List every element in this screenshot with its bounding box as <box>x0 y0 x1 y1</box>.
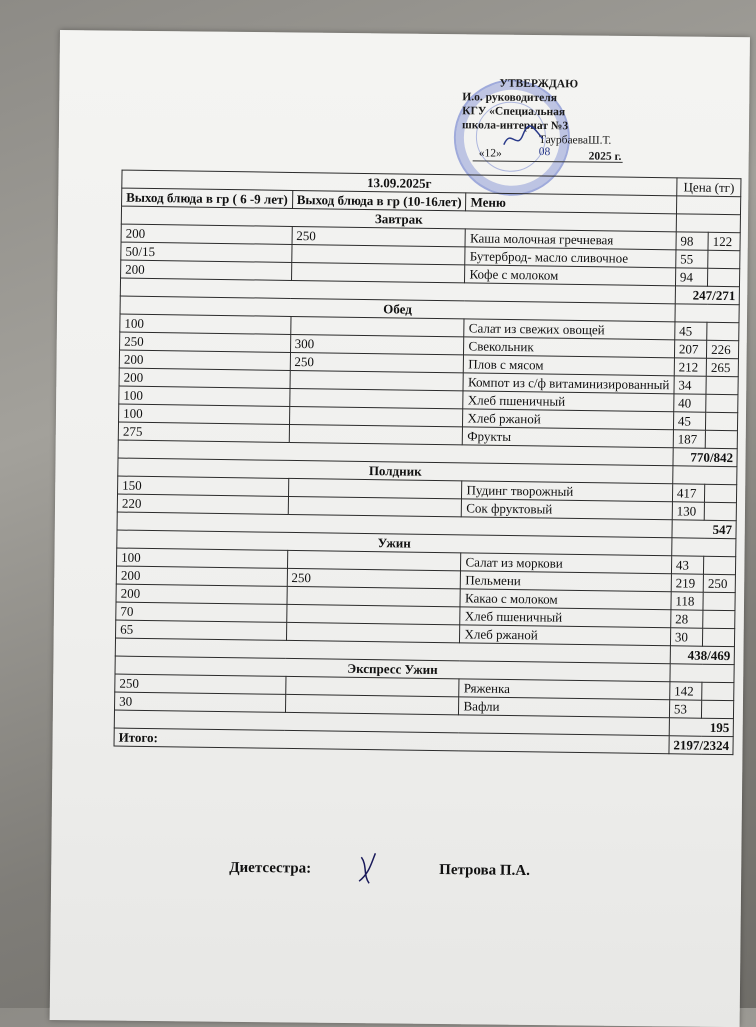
price-10-16 <box>708 268 741 286</box>
approval-title: УТВЕРЖДАЮ <box>499 77 579 91</box>
price-10-16 <box>703 592 736 610</box>
portion-10-16 <box>288 478 462 498</box>
dietitian-label: Диетсестра: <box>229 859 312 877</box>
portion-10-16 <box>285 694 459 714</box>
approval-day: «12» <box>478 147 502 160</box>
dish-name: Хлеб пшеничный <box>460 607 671 628</box>
dietitian-signature-icon <box>349 847 389 887</box>
portion-10-16 <box>287 586 461 606</box>
portion-6-9: 250 <box>120 332 291 352</box>
price-6-9: 142 <box>670 682 703 700</box>
dish-name: Салат из свежих овощей <box>464 319 675 340</box>
price-10-16 <box>706 376 739 394</box>
approval-signer: ТаурбаеваШ.Т. <box>538 134 612 147</box>
dish-name: Хлеб ржаной <box>463 409 674 430</box>
section-total: 770/842 <box>673 448 738 467</box>
portion-10-16 <box>289 388 463 408</box>
dish-name: Хлеб ржаной <box>460 625 671 646</box>
dish-name: Плов с мясом <box>464 355 675 376</box>
section-total: 547 <box>672 520 737 539</box>
price-10-16: 265 <box>706 358 739 376</box>
price-10-16 <box>704 556 737 574</box>
dish-name: Фрукты <box>463 427 674 448</box>
approval-signature-icon <box>499 123 549 154</box>
portion-6-9: 200 <box>116 566 287 586</box>
price-6-9: 55 <box>676 250 709 268</box>
price-10-16 <box>705 430 738 448</box>
portion-10-16 <box>287 550 461 570</box>
price-6-9: 94 <box>675 268 708 286</box>
dish-name: Компот из с/ф витаминизированный <box>463 373 674 394</box>
portion-10-16 <box>286 622 460 642</box>
section-total: 195 <box>669 718 734 737</box>
portion-10-16 <box>289 424 463 444</box>
approval-line-3: школа-интернат №3 <box>461 119 569 133</box>
portion-6-9: 250 <box>115 674 286 694</box>
portion-10-16 <box>290 316 464 336</box>
grand-total-label: Итого: <box>114 728 669 754</box>
price-10-16 <box>705 484 738 502</box>
dish-name: Каша молочная гречневая <box>465 229 676 250</box>
price-10-16: 226 <box>707 340 740 358</box>
dish-name: Какао с молоком <box>460 589 671 610</box>
menu-sheet <box>50 30 750 1027</box>
dish-name: Пудинг творожный <box>462 481 673 502</box>
portion-6-9: 200 <box>119 350 290 370</box>
price-10-16: 250 <box>703 574 736 592</box>
price-10-16 <box>704 502 737 520</box>
portion-10-16 <box>285 676 459 696</box>
portion-6-9: 200 <box>116 584 287 604</box>
price-6-9: 45 <box>673 412 706 430</box>
section-title: Полдник <box>118 458 673 484</box>
dietitian-name: Петрова П.А. <box>439 862 531 879</box>
portion-10-16: 300 <box>290 334 464 354</box>
price-6-9: 34 <box>674 376 707 394</box>
menu-date: 13.09.2025г <box>122 170 677 196</box>
portion-6-9: 150 <box>118 476 289 496</box>
portion-10-16: 250 <box>290 352 464 372</box>
price-6-9: 187 <box>673 430 706 448</box>
portion-10-16: 250 <box>287 568 461 588</box>
grand-total: 2197/2324 <box>669 736 734 755</box>
price-6-9: 28 <box>671 610 704 628</box>
price-6-9: 207 <box>674 340 707 358</box>
portion-10-16 <box>290 370 464 390</box>
portion-6-9: 100 <box>117 548 288 568</box>
dish-name: Вафли <box>459 697 670 718</box>
price-6-9: 30 <box>670 628 703 646</box>
section-total: 438/469 <box>670 646 735 665</box>
portion-6-9: 50/15 <box>121 242 292 262</box>
dish-name: Хлеб пшеничный <box>463 391 674 412</box>
portion-6-9: 220 <box>117 494 288 514</box>
portion-10-16: 250 <box>292 226 466 246</box>
portion-6-9: 200 <box>121 260 292 280</box>
portion-6-9: 200 <box>119 368 290 388</box>
portion-6-9: 275 <box>118 422 289 442</box>
price-6-9: 130 <box>672 502 705 520</box>
portion-6-9: 65 <box>116 620 287 640</box>
price-6-9: 118 <box>671 592 704 610</box>
price-10-16 <box>708 250 741 268</box>
portion-6-9: 100 <box>119 404 290 424</box>
section-title: Обед <box>120 296 675 322</box>
price-6-9: 43 <box>671 556 704 574</box>
portion-10-16-header: Выход блюда в гр (10-16лет) <box>292 190 466 210</box>
portion-6-9: 100 <box>120 314 291 334</box>
price-10-16 <box>703 628 736 646</box>
price-10-16 <box>702 682 735 700</box>
price-6-9: 417 <box>672 484 705 502</box>
approval-line-2: КГУ «Специальная <box>462 105 566 119</box>
portion-6-9: 70 <box>116 602 287 622</box>
approval-line-1: И.о. руководителя <box>462 91 558 105</box>
price-6-9: 212 <box>674 358 707 376</box>
price-header: Цена (тг) <box>677 178 742 197</box>
price-6-9: 40 <box>674 394 707 412</box>
price-10-16 <box>706 394 739 412</box>
price-10-16 <box>707 322 740 340</box>
price-6-9: 53 <box>669 700 702 718</box>
portion-6-9: 30 <box>115 692 286 712</box>
footer <box>229 859 531 879</box>
portion-10-16 <box>291 244 465 264</box>
section-title: Ужин <box>117 530 672 556</box>
price-10-16 <box>703 610 736 628</box>
dish-name: Салат из моркови <box>461 553 672 574</box>
price-6-9: 98 <box>676 232 709 250</box>
menu-header: Меню <box>466 193 677 214</box>
portion-6-9: 200 <box>121 224 292 244</box>
price-6-9: 45 <box>675 322 708 340</box>
approval-month: 08 <box>538 146 551 159</box>
portion-6-9-header: Выход блюда в гр ( 6 -9 лет) <box>122 188 293 208</box>
approval-block <box>458 76 699 189</box>
price-10-16: 122 <box>708 232 741 250</box>
dish-name: Ряженка <box>459 679 670 700</box>
portion-10-16 <box>286 604 460 624</box>
portion-10-16 <box>291 262 465 282</box>
approval-year: 2025 г. <box>588 150 622 163</box>
portion-10-16 <box>288 496 462 516</box>
dish-name: Сок фруктовый <box>462 499 673 520</box>
dish-name: Бутерброд- масло сливочное <box>465 247 676 268</box>
price-6-9: 219 <box>671 574 704 592</box>
portion-6-9: 100 <box>119 386 290 406</box>
menu-table <box>113 170 741 756</box>
price-10-16 <box>702 700 735 718</box>
section-title: Экспресс Ужин <box>115 656 670 682</box>
portion-10-16 <box>289 406 463 426</box>
section-total: 247/271 <box>675 286 740 305</box>
dish-name: Кофе с молоком <box>465 265 676 286</box>
section-title: Завтрак <box>121 206 676 232</box>
price-10-16 <box>706 412 739 430</box>
dish-name: Пельмени <box>461 571 672 592</box>
dish-name: Свекольник <box>464 337 675 358</box>
